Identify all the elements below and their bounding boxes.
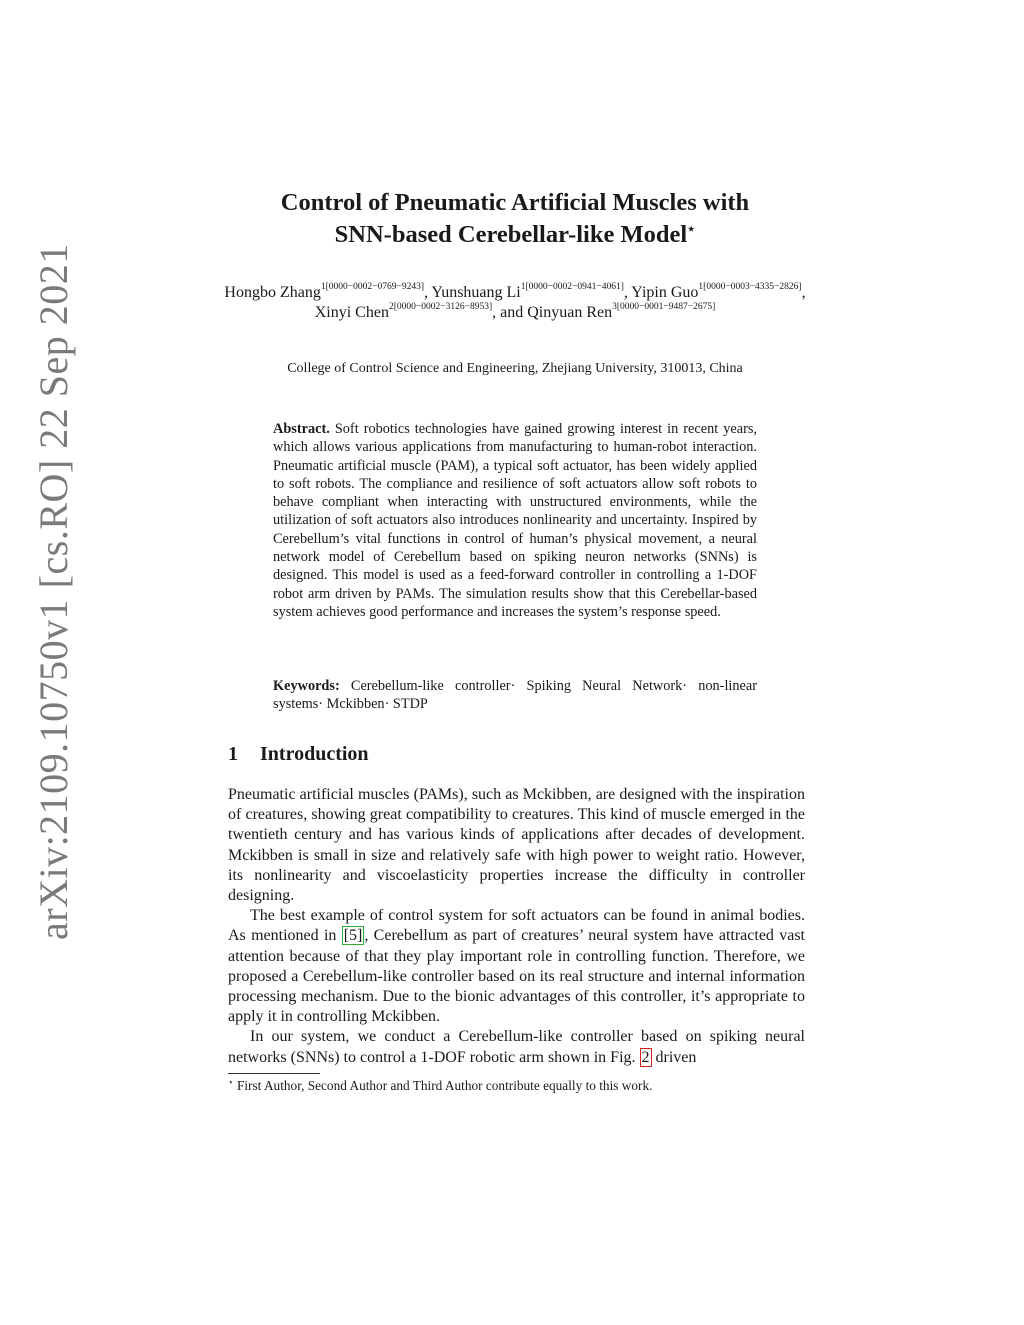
keywords-text: Cerebellum-like controller· Spiking Neural Network· non-linear systems· Mckibben· STDP xyxy=(273,678,757,713)
title-line-1: Control of Pneumatic Artificial Muscles with xyxy=(280,189,750,216)
footnote-rule xyxy=(228,1073,320,1074)
paragraph-text: The best example of control system for soft actuators can be found in animal bodies. As mentioned in xyxy=(228,907,805,945)
author-name: Yunshuang Li xyxy=(431,284,521,301)
author-orcid: [0000−0002−3126−8953] xyxy=(393,302,493,312)
figure-link[interactable]: 2 xyxy=(641,1048,650,1066)
author-affiliation-sup: 3 xyxy=(612,302,617,312)
paragraph-text: , Cerebellum as part of creatures’ neural system have attracted vast attention because of that they play important role in controlling function. Therefore, we proposed a Cerebellum-like controller based on its real structure and internal information processing mechanism. Due to the bionic advantages of this controller, it’s appropriate to apply it in controlling Mckibben. xyxy=(228,927,805,1026)
author-orcid: [0000−0001−9487−2675] xyxy=(616,302,716,312)
affiliation: College of Control Science and Engineering, Zhejiang University, 310013, China xyxy=(287,361,743,376)
footnote xyxy=(228,1077,828,1094)
author-affiliation-sup: 1 xyxy=(320,282,326,292)
author-separator: , and xyxy=(492,304,528,321)
paragraph xyxy=(228,906,805,1027)
author-orcid: [0000−0002−0941−4061] xyxy=(525,282,624,292)
abstract xyxy=(273,420,757,621)
citation-link[interactable]: [5] xyxy=(343,927,363,945)
paragraph: Pneumatic artificial muscles (PAMs), such as Mckibben, are designed with the inspiration of creatures, showing great compatibility to creatures. This kind of muscle emerged in the twentieth century and has various kinds of applications after decades of development. Mckibben is small in size and relatively safe with high power to weight ratio. However, its nonlinearity and viscoelasticity properties increase the difficulty in controller designing. xyxy=(228,786,805,905)
author-separator: , xyxy=(424,284,432,301)
title-line-2 xyxy=(200,219,830,251)
author-orcid: [0000−0002−0769−9243] xyxy=(325,282,424,292)
keywords xyxy=(273,677,757,714)
paper-title xyxy=(200,187,830,251)
footnote-mark: ⋆ xyxy=(228,1077,234,1087)
author-separator: , xyxy=(623,284,632,301)
author-affiliation-sup: 1 xyxy=(520,282,526,292)
introduction-body xyxy=(228,785,805,1068)
author-list xyxy=(222,283,808,323)
paragraph-text: In our system, we conduct a Cerebellum-like controller based on spiking neural networks (SNNs) to control a 1-DOF robotic arm shown in Fig. xyxy=(228,1028,805,1066)
title-line-2-text: SNN-based Cerebellar-like Model xyxy=(334,221,688,248)
author-orcid: [0000−0003−4335−2826] xyxy=(703,282,802,292)
title-star: ⋆ xyxy=(687,221,696,236)
author-name: Yipin Guo xyxy=(631,284,699,301)
footnote-text: First Author, Second Author and Third Author contribute equally to this work. xyxy=(236,1078,653,1093)
author-name: Qinyuan Ren xyxy=(527,304,613,321)
author-separator: , xyxy=(801,284,806,301)
abstract-text: Soft robotics technologies have gained growing interest in recent years, which allows various applications from manufacturing to human-robot interaction. Pneumatic artificial muscle (PAM), a typical soft actuator, has been widely applied to soft robots. The compliance and resilience of soft actuators allow soft robots to behave compliant when interacting with unstructured environments, while the utilization of soft actuators also introduces nonlinearity and uncertainty. Inspired by Cerebellum’s vital functions in control of human’s physical movement, a neural network model of Cerebellum based on spiking neuron networks (SNNs) is designed. This model is used as a feed-forward controller in controlling a 1-DOF robot arm driven by PAMs. The simulation results show that this Cerebellar-based system achieves good performance and increases the system’s response speed. xyxy=(273,421,757,620)
section-number: 1 xyxy=(228,743,238,765)
arxiv-identifier: arXiv:2109.10750v1 [cs.RO] 22 Sep 2021 xyxy=(31,243,76,940)
author-affiliation-sup: 1 xyxy=(698,282,704,292)
paragraph xyxy=(228,1027,805,1067)
abstract-label: Abstract. xyxy=(273,421,330,437)
author-name: Xinyi Chen xyxy=(314,304,389,321)
paragraph-text: driven xyxy=(651,1048,697,1066)
section-title: Introduction xyxy=(260,743,369,765)
author-name: Hongbo Zhang xyxy=(224,284,321,301)
section-heading xyxy=(228,743,369,766)
author-affiliation-sup: 2 xyxy=(388,302,394,312)
keywords-label: Keywords: xyxy=(273,678,340,694)
